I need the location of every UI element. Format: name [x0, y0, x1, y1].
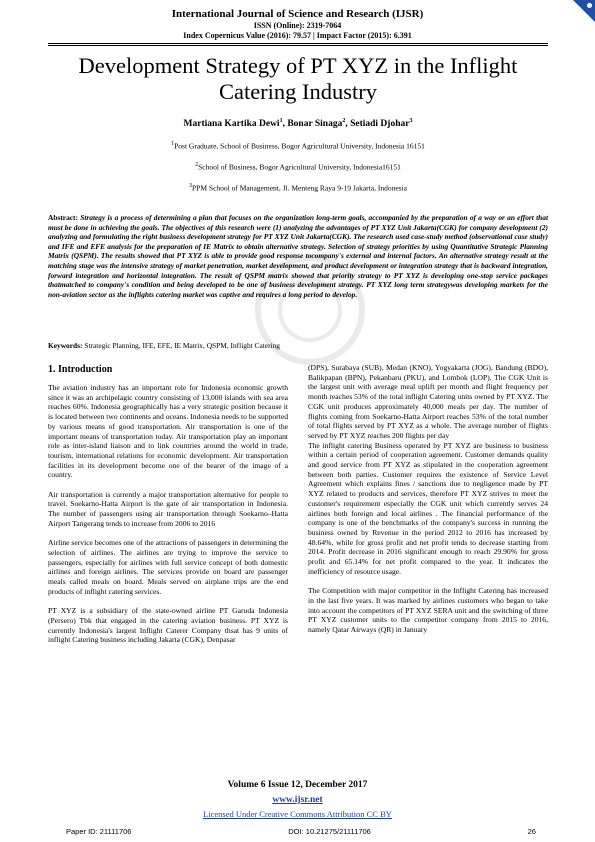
paragraph: The Competition with major competitor in the Inflight Catering has increased in the last five years. It was marked by airlines customers who began to take into account the competitors of PT XYZ SERA unit and the switching of three PT XYZ customer units to the competitor company from 2015 to 2016, namely Qatar Airways (QR) in January — [308, 586, 548, 634]
author-list: Martiana Kartika Dewi$^1$, Bonar Sinaga$^2$, Setiadi Djohar$^3$ — [183, 118, 413, 130]
keywords — [48, 341, 548, 350]
author-sup: 2 — [342, 118, 346, 124]
affiliation: $^1$Post Graduate, School of Business, Bogor Agricultural University, Indonesia 16151 — [171, 141, 425, 151]
author-sup: 3 — [409, 118, 413, 124]
issn: ISSN (Online): 2319-7064 — [253, 21, 342, 30]
paragraph: The aviation industry has an important role for Indonesia economic growth since it was an archipelagic country consisting of 13,000 islands with sea area reaches 60%. Indonesia geographically has a very strategic position because it is located between two continents and oceans. Indonesia needs to be supported by various means of good transportation. Air transportation is one of the important means of transportation today. Air transportation play an important role as inter-island liaison and to link countries around the world in trade, tourism, international relations for economic development. Air transportation facilities in its development become one of the bearer of the image of a country. — [48, 383, 288, 480]
keywords-label: Keywords: — [48, 341, 83, 350]
abstract — [48, 213, 548, 299]
header-rule-2 — [48, 45, 548, 46]
paragraph: Airline service becomes one of the attractions of passengers in determining the selection of airlines. The airlines are trying to improve the service to passengers, especially for airlines with full service concept of both domestic airlines and foreign airlines. The services provide on board are passenger meals called meals on board. Meals served on airplane trips are the end products of inflight catering services. — [48, 538, 288, 596]
paper-id: Paper ID: 21111706 — [66, 827, 132, 836]
footer-meta — [66, 827, 536, 836]
keywords-text: Strategic Planning, IFE, EFE, IE Matrix, QSPM, Inflight Catering — [84, 341, 280, 350]
affiliation: $^2$School of Business, Bogor Agricultural University, Indonesia16151 — [195, 162, 401, 172]
index-values: Index Copernicus Value (2016): 79.57 | Impact Factor (2015): 6.391 — [183, 31, 412, 40]
paper-title: Development Strategy of PT XYZ in the Inflight Catering Industry — [78, 53, 518, 104]
journal-name: International Journal of Science and Research (IJSR) — [171, 8, 424, 20]
section-heading: 1. Introduction — [48, 364, 113, 375]
affiliation: $^3$PPM School of Management, Jl. Menteng Raya 9-19 Jakarta, Indonesia — [189, 183, 407, 193]
footer-volume: Volume 6 Issue 12, December 2017 — [227, 780, 368, 790]
footer-license-link[interactable]: Licensed Under Creative Commons Attribution CC BY — [203, 809, 392, 819]
abstract-label: Abstract: — [48, 213, 78, 222]
page-number: 26 — [527, 827, 536, 836]
author-sup: 1 — [279, 118, 283, 124]
author-name: Martiana Kartika Dewi — [183, 119, 280, 130]
paragraph: The inflight catering Business operated by PT XYZ are business to business within a certain period of cooperation agreement. Customer demands quality and good service from PT XYZ as stipulated in the cooperation agreement between both parties. Customer requires the existence of Service Level Agreement which explains fines / sanctions due to negligence made by PT XYZ related to products and services, therefore PT XYZ strives to meet the customer's requirement especially the CGK unit which currently serves 24 airlines both foreign and local airlines . The financial performance of the company is one of the benchmarks of the company's success in running the business owned by Revenue in the period 2012 to 2016 has increased by 48.64%, while for gross profit and net profit tends to decrease starting from 2014. Profit decrease in 2016 significant enough to reach 29.90% for gross profit and 65.14% for net profit compared to the year. It indicates the inefficiency of resource usage. — [308, 440, 548, 576]
footer-site-link[interactable]: www.ijsr.net — [272, 795, 323, 805]
author-name: Bonar Sinaga — [287, 119, 343, 130]
right-column — [308, 363, 548, 644]
header-rule — [48, 43, 548, 44]
paragraph: PT XYZ is a subsidiary of the state-owned airline PT Garuda Indonesia (Persero) Tbk that engaged in the catering aviation business. PT XYZ is currently Indonesia's largest Inflight Caterer Company thsat has 9 units of inflight Catering business including Jakarta (CGK), Denpasar — [48, 606, 288, 645]
paragraph: Air transportation is currently a major transportation alternative for people to travel. Soekarno-Hatta Airport is the gate of air transportation in Indonesia. The number of passengers using air transportation through Soekarno–Hatta Airport Tangerang tends to increase from 2006 to 2016 — [48, 489, 288, 528]
author-name: Setiadi Djohar — [350, 119, 410, 130]
doi: DOI: 10.21275/21111706 — [288, 827, 371, 836]
abstract-text: Strategy is a process of determining a plan that focuses on the organization long-term goals, accompanied by the preparation of a way or an effort that must be done in achieving the goals. The objectives of this research were (1) analyzing the advantages of PT XYZ Unit Jakarta(CGK) for company development (2) analyzing and formulating the right business development strategy for PT XYZ Unit Jakarta(CGK). The research used case-study method (observational case study) and IFE and EFE analysis for the preparation of IE Matrix to obtain alternative strategy. Selection of strategy priorities by using Quantitative Strategic Planning Matrix (QSPM). The results showed that PT XYZ is able to provide good response tocompany's external and internal factors. An alternative strategy result at the matching stage was the intensive strategy of market penetration, market development, and product development or integration strategy that is backward integration, forward integration and horizontal integration. The result of QSPM matrix showed that priority strategy to PT XYZ is developing one-stop service packages thatmatched to company's condition and being developed to be one of business development strategy. PT XYZ long term strategywas developing markets for the non-aviation sector as the inflights catering market was captive and requires a long period to develop. — [48, 213, 549, 299]
left-column — [48, 383, 288, 655]
paragraph: (DPS), Surabaya (SUB), Medan (KNO), Yogyakarta (JOG), Bandung (BDO), Balikpapan (BPN), Pekanbaru (PKU), and Lombok (LOP). The CGK Unit is the largest unit with average meal uplift per month and flight frequency per month reaches 53% of the total inflight Catering units owned by PT XYZ. The CGK unit produces approximately 40,000 meals per day. The number of flights coming from Soekarno-Hatta Airport reaches 53% of the total number of total flights served by PT XYZ as a whole. The average number of flights served by PT XYZ reaches 200 flights per day — [308, 363, 548, 440]
